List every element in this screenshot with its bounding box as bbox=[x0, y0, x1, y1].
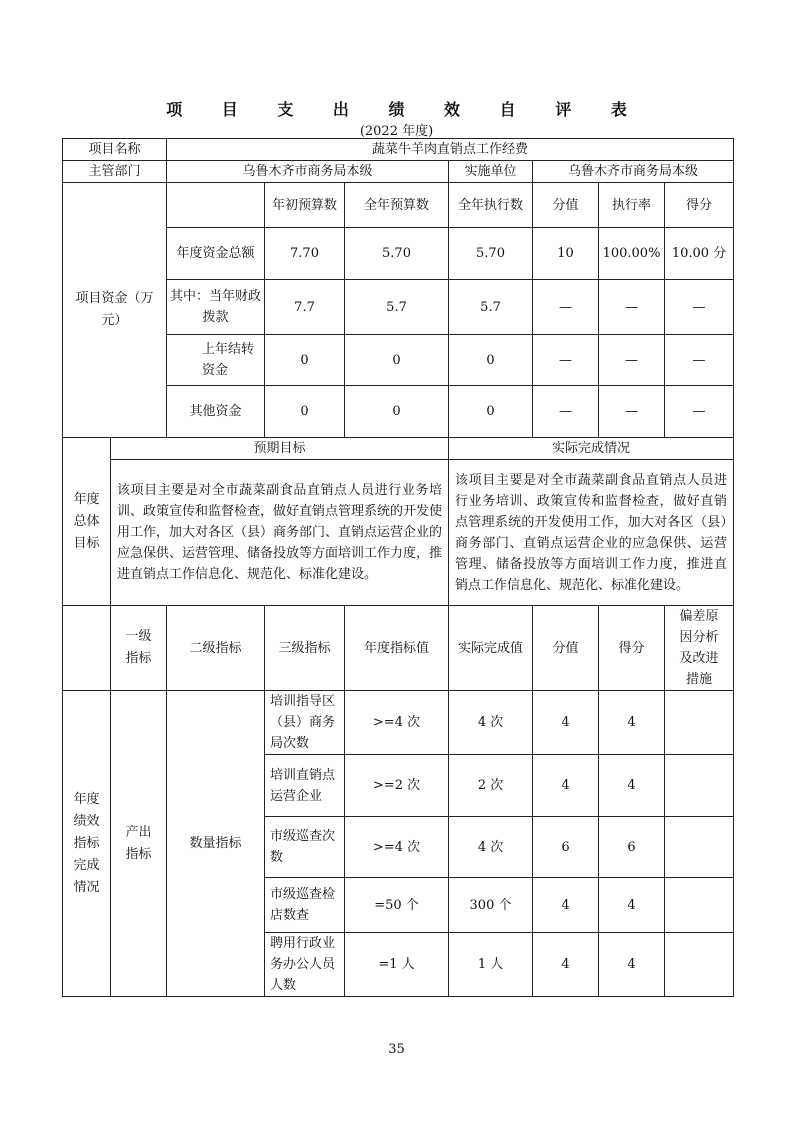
indicators-section-label: 年度绩效指标完成情况 bbox=[63, 691, 111, 997]
indicator-note bbox=[665, 755, 734, 817]
funds-row-label: 上年结转资金 bbox=[167, 335, 265, 386]
funds-header-blank bbox=[167, 183, 265, 228]
project-name-row bbox=[63, 139, 734, 161]
funds-cell: 100.00% bbox=[599, 228, 665, 280]
indicator-score-value: 4 bbox=[533, 755, 599, 817]
indicators-level2: 数量指标 bbox=[167, 691, 265, 997]
indicators-header-7: 偏差原因分析及改进措施 bbox=[665, 606, 734, 691]
funds-cell: — bbox=[533, 335, 599, 386]
funds-cell: 7.70 bbox=[265, 228, 345, 280]
impl-value: 乌鲁木齐市商务局本级 bbox=[533, 161, 734, 183]
goals-expected-header: 预期目标 bbox=[111, 438, 449, 460]
indicators-header-3: 年度指标值 bbox=[345, 606, 449, 691]
indicators-header-1: 二级指标 bbox=[167, 606, 265, 691]
funds-header-5: 得分 bbox=[665, 183, 734, 228]
performance-table bbox=[62, 138, 734, 997]
funds-header-4: 执行率 bbox=[599, 183, 665, 228]
goals-actual-text: 该项目主要是对全市蔬菜副食品直销点人员进行业务培训、政策宣传和监督检查，做好直销点管理系统的开发使用工作，加大对各区（县）商务部门、直销点运营企业的应急保供、运营管理、储备投放等方面培训工作力度，推进直销点工作信息化、规范化、标准化建设。 bbox=[449, 460, 734, 606]
funds-cell: — bbox=[533, 280, 599, 335]
indicator-level3: 市级巡查检店数查 bbox=[265, 878, 345, 933]
indicator-level3: 聘用行政业务办公人员人数 bbox=[265, 933, 345, 997]
indicator-score: 4 bbox=[599, 691, 665, 755]
funds-header-2: 全年执行数 bbox=[449, 183, 533, 228]
indicator-level3: 市级巡查次数 bbox=[265, 817, 345, 878]
funds-cell: 5.7 bbox=[345, 280, 449, 335]
indicator-note bbox=[665, 933, 734, 997]
indicator-score-value: 4 bbox=[533, 933, 599, 997]
indicator-row bbox=[63, 691, 734, 755]
indicator-actual: 1 人 bbox=[449, 933, 533, 997]
indicator-level3: 培训直销点运营企业 bbox=[265, 755, 345, 817]
funds-header-3: 分值 bbox=[533, 183, 599, 228]
indicator-target: >=4 次 bbox=[345, 691, 449, 755]
funds-cell: — bbox=[599, 280, 665, 335]
indicators-level1: 产出指标 bbox=[111, 691, 167, 997]
funds-cell: 0 bbox=[265, 386, 345, 438]
goals-section-label: 年度总体目标 bbox=[63, 438, 111, 606]
indicator-score: 4 bbox=[599, 878, 665, 933]
funds-cell: — bbox=[665, 335, 734, 386]
funds-cell: 0 bbox=[449, 335, 533, 386]
indicators-header-blank bbox=[63, 606, 111, 691]
indicator-note bbox=[665, 878, 734, 933]
goals-header-row bbox=[63, 438, 734, 460]
goals-actual-header: 实际完成情况 bbox=[449, 438, 734, 460]
funds-cell: 0 bbox=[345, 335, 449, 386]
funds-cell: 10.00 分 bbox=[665, 228, 734, 280]
funds-cell: 5.70 bbox=[345, 228, 449, 280]
dept-row bbox=[63, 161, 734, 183]
funds-cell: — bbox=[599, 386, 665, 438]
page-subtitle: (2022 年度) bbox=[359, 124, 434, 139]
impl-label: 实施单位 bbox=[449, 161, 533, 183]
funds-cell: 10 bbox=[533, 228, 599, 280]
funds-row-label: 其中：当年财政拨款 bbox=[167, 280, 265, 335]
indicator-score: 4 bbox=[599, 933, 665, 997]
project-name-value: 蔬菜牛羊肉直销点工作经费 bbox=[167, 139, 734, 161]
indicator-score-value: 4 bbox=[533, 691, 599, 755]
funds-section-label: 项目资金（万元） bbox=[63, 183, 167, 438]
indicators-header-4: 实际完成值 bbox=[449, 606, 533, 691]
indicator-target: >=2 次 bbox=[345, 755, 449, 817]
indicator-score: 6 bbox=[599, 817, 665, 878]
indicator-score-value: 4 bbox=[533, 878, 599, 933]
funds-row-label: 年度资金总额 bbox=[167, 228, 265, 280]
goals-expected-text: 该项目主要是对全市蔬菜副食品直销点人员进行业务培训、政策宣传和监督检查，做好直销点管理系统的开发使用工作，加大对各区（县）商务部门、直销点运营企业的应急保供、运营管理、储备投放等方面培训工作力度，推进直销点工作信息化、规范化、标准化建设。 bbox=[111, 460, 449, 606]
indicator-score-value: 6 bbox=[533, 817, 599, 878]
funds-cell: — bbox=[665, 386, 734, 438]
funds-cell: — bbox=[665, 280, 734, 335]
indicator-actual: 2 次 bbox=[449, 755, 533, 817]
indicator-actual: 4 次 bbox=[449, 691, 533, 755]
indicator-target: =1 人 bbox=[345, 933, 449, 997]
goals-content-row bbox=[63, 460, 734, 606]
indicator-target: =50 个 bbox=[345, 878, 449, 933]
indicators-header-0: 一级指标 bbox=[111, 606, 167, 691]
funds-cell: 0 bbox=[265, 335, 345, 386]
indicator-note bbox=[665, 817, 734, 878]
indicator-actual: 300 个 bbox=[449, 878, 533, 933]
page-number: 35 bbox=[388, 1042, 405, 1057]
funds-cell: 0 bbox=[345, 386, 449, 438]
indicator-level3: 培训指导区（县）商务局次数 bbox=[265, 691, 345, 755]
indicator-target: >=4 次 bbox=[345, 817, 449, 878]
indicators-header-5: 分值 bbox=[533, 606, 599, 691]
project-name-label: 项目名称 bbox=[63, 139, 167, 161]
dept-value: 乌鲁木齐市商务局本级 bbox=[167, 161, 449, 183]
funds-header-row bbox=[63, 183, 734, 228]
indicators-header-row bbox=[63, 606, 734, 691]
indicators-header-2: 三级指标 bbox=[265, 606, 345, 691]
indicator-note bbox=[665, 691, 734, 755]
page-title: 项 目 支 出 绩 效 自 评 表 bbox=[166, 100, 644, 119]
funds-header-1: 全年预算数 bbox=[345, 183, 449, 228]
dept-label: 主管部门 bbox=[63, 161, 167, 183]
indicator-actual: 4 次 bbox=[449, 817, 533, 878]
funds-cell: — bbox=[599, 335, 665, 386]
indicators-header-6: 得分 bbox=[599, 606, 665, 691]
funds-cell: — bbox=[533, 386, 599, 438]
indicator-score: 4 bbox=[599, 755, 665, 817]
funds-row-label: 其他资金 bbox=[167, 386, 265, 438]
funds-cell: 5.7 bbox=[449, 280, 533, 335]
funds-header-0: 年初预算数 bbox=[265, 183, 345, 228]
funds-cell: 5.70 bbox=[449, 228, 533, 280]
funds-cell: 7.7 bbox=[265, 280, 345, 335]
funds-cell: 0 bbox=[449, 386, 533, 438]
